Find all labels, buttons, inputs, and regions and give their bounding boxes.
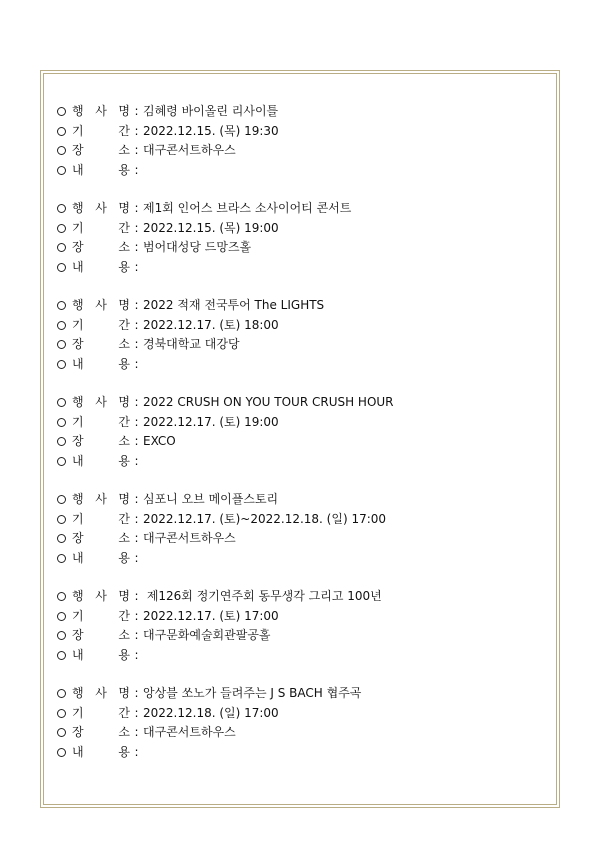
place-label: 장 소 (72, 240, 130, 254)
name-label: 행 사 명 (72, 201, 130, 215)
period-label: 기 간 (72, 317, 130, 332)
separator: : (134, 725, 139, 739)
circle-bullet-icon (57, 592, 66, 601)
content-label: 내 용 (72, 259, 130, 274)
place-label: 장 소 (72, 725, 130, 739)
circle-bullet-icon (57, 321, 66, 330)
separator: : (134, 608, 139, 623)
separator: : (134, 143, 139, 157)
separator: : (134, 686, 139, 700)
separator: : (134, 220, 139, 235)
event-content-row (57, 743, 552, 763)
event-content-row (57, 549, 552, 569)
circle-bullet-icon (57, 301, 66, 310)
event-period-row (57, 413, 552, 433)
content-label: 내 용 (72, 744, 130, 759)
event-name-row (57, 296, 552, 316)
place-label: 장 소 (72, 531, 130, 545)
event-entry (57, 296, 552, 374)
content-label: 내 용 (72, 162, 130, 177)
circle-bullet-icon (57, 398, 66, 407)
event-name-row (57, 684, 552, 704)
name-label: 행 사 명 (72, 589, 130, 603)
circle-bullet-icon (57, 166, 66, 175)
separator: : (134, 589, 139, 603)
event-place: 대구콘서트하우스 (143, 531, 236, 545)
circle-bullet-icon (57, 748, 66, 757)
separator: : (134, 531, 139, 545)
event-period: 2022.12.17. (토) 18:00 (143, 317, 279, 332)
event-name: 제1회 인어스 브라스 소사이어티 콘서트 (143, 201, 352, 215)
period-label: 기 간 (72, 511, 130, 526)
separator: : (134, 356, 139, 371)
place-label: 장 소 (72, 143, 130, 157)
name-label: 행 사 명 (72, 492, 130, 506)
circle-bullet-icon (57, 495, 66, 504)
separator: : (134, 628, 139, 642)
event-name: 2022 CRUSH ON YOU TOUR CRUSH HOUR (143, 395, 394, 409)
circle-bullet-icon (57, 127, 66, 136)
event-period: 2022.12.17. (토) 17:00 (143, 608, 279, 623)
event-place: 대구콘서트하우스 (143, 725, 236, 739)
name-label: 행 사 명 (72, 686, 130, 700)
circle-bullet-icon (57, 534, 66, 543)
event-content-row (57, 258, 552, 278)
circle-bullet-icon (57, 243, 66, 252)
separator: : (134, 744, 139, 759)
separator: : (134, 414, 139, 429)
event-place: 대구콘서트하우스 (143, 143, 236, 157)
event-name-row (57, 490, 552, 510)
event-list (57, 102, 552, 762)
event-period-row (57, 219, 552, 239)
circle-bullet-icon (57, 263, 66, 272)
event-name-row (57, 393, 552, 413)
event-content-row (57, 452, 552, 472)
event-entry (57, 102, 552, 180)
separator: : (134, 259, 139, 274)
event-name: 2022 적재 전국투어 The LIGHTS (143, 298, 325, 312)
event-name-row (57, 102, 552, 122)
content-label: 내 용 (72, 453, 130, 468)
name-label: 행 사 명 (72, 395, 130, 409)
separator: : (134, 317, 139, 332)
event-period: 2022.12.17. (토)~2022.12.18. (일) 17:00 (143, 511, 387, 526)
separator: : (134, 337, 139, 351)
place-label: 장 소 (72, 628, 130, 642)
circle-bullet-icon (57, 554, 66, 563)
name-label: 행 사 명 (72, 298, 130, 312)
circle-bullet-icon (57, 204, 66, 213)
event-name: 앙상블 쏘노가 들려주는 J S BACH 협주곡 (143, 686, 362, 700)
separator: : (134, 104, 139, 118)
content-label: 내 용 (72, 550, 130, 565)
circle-bullet-icon (57, 728, 66, 737)
place-label: 장 소 (72, 337, 130, 351)
separator: : (134, 492, 139, 506)
event-place-row (57, 335, 552, 355)
event-entry (57, 393, 552, 471)
event-name: 심포니 오브 메이플스토리 (143, 492, 279, 506)
event-content-row (57, 646, 552, 666)
separator: : (134, 395, 139, 409)
circle-bullet-icon (57, 457, 66, 466)
event-content-row (57, 161, 552, 181)
event-name: 제126회 정기연주회 동무생각 그리고 100년 (143, 589, 382, 603)
event-entry (57, 587, 552, 665)
circle-bullet-icon (57, 224, 66, 233)
circle-bullet-icon (57, 612, 66, 621)
separator: : (134, 123, 139, 138)
period-label: 기 간 (72, 414, 130, 429)
circle-bullet-icon (57, 651, 66, 660)
circle-bullet-icon (57, 631, 66, 640)
separator: : (134, 453, 139, 468)
separator: : (134, 550, 139, 565)
period-label: 기 간 (72, 705, 130, 720)
event-period-row (57, 122, 552, 142)
period-label: 기 간 (72, 608, 130, 623)
event-place: 범어대성당 드망즈홀 (143, 240, 252, 254)
event-content-row (57, 355, 552, 375)
circle-bullet-icon (57, 418, 66, 427)
circle-bullet-icon (57, 689, 66, 698)
separator: : (134, 201, 139, 215)
separator: : (134, 434, 139, 448)
circle-bullet-icon (57, 340, 66, 349)
event-entry (57, 684, 552, 762)
event-place-row (57, 238, 552, 258)
circle-bullet-icon (57, 437, 66, 446)
separator: : (134, 647, 139, 662)
event-place: 대구문화예술회관팔공홀 (143, 628, 271, 642)
separator: : (134, 511, 139, 526)
event-period-row (57, 316, 552, 336)
event-period-row (57, 607, 552, 627)
separator: : (134, 298, 139, 312)
separator: : (134, 240, 139, 254)
name-label: 행 사 명 (72, 104, 130, 118)
circle-bullet-icon (57, 709, 66, 718)
event-name: 김혜령 바이올린 리사이틀 (143, 104, 279, 118)
event-place-row (57, 723, 552, 743)
event-period: 2022.12.15. (목) 19:00 (143, 220, 279, 235)
period-label: 기 간 (72, 123, 130, 138)
event-place: 경북대학교 대강당 (143, 337, 240, 351)
circle-bullet-icon (57, 515, 66, 524)
event-place-row (57, 626, 552, 646)
separator: : (134, 162, 139, 177)
event-entry (57, 199, 552, 277)
event-period: 2022.12.15. (목) 19:30 (143, 123, 279, 138)
event-place-row (57, 529, 552, 549)
place-label: 장 소 (72, 434, 130, 448)
period-label: 기 간 (72, 220, 130, 235)
event-name-row (57, 199, 552, 219)
circle-bullet-icon (57, 107, 66, 116)
circle-bullet-icon (57, 146, 66, 155)
event-period-row (57, 704, 552, 724)
event-entry (57, 490, 552, 568)
content-label: 내 용 (72, 356, 130, 371)
event-place-row (57, 141, 552, 161)
event-period-row (57, 510, 552, 530)
event-place-row (57, 432, 552, 452)
event-period: 2022.12.18. (일) 17:00 (143, 705, 279, 720)
content-label: 내 용 (72, 647, 130, 662)
separator: : (134, 705, 139, 720)
circle-bullet-icon (57, 360, 66, 369)
event-name-row (57, 587, 552, 607)
event-place: EXCO (143, 434, 176, 448)
event-period: 2022.12.17. (토) 19:00 (143, 414, 279, 429)
